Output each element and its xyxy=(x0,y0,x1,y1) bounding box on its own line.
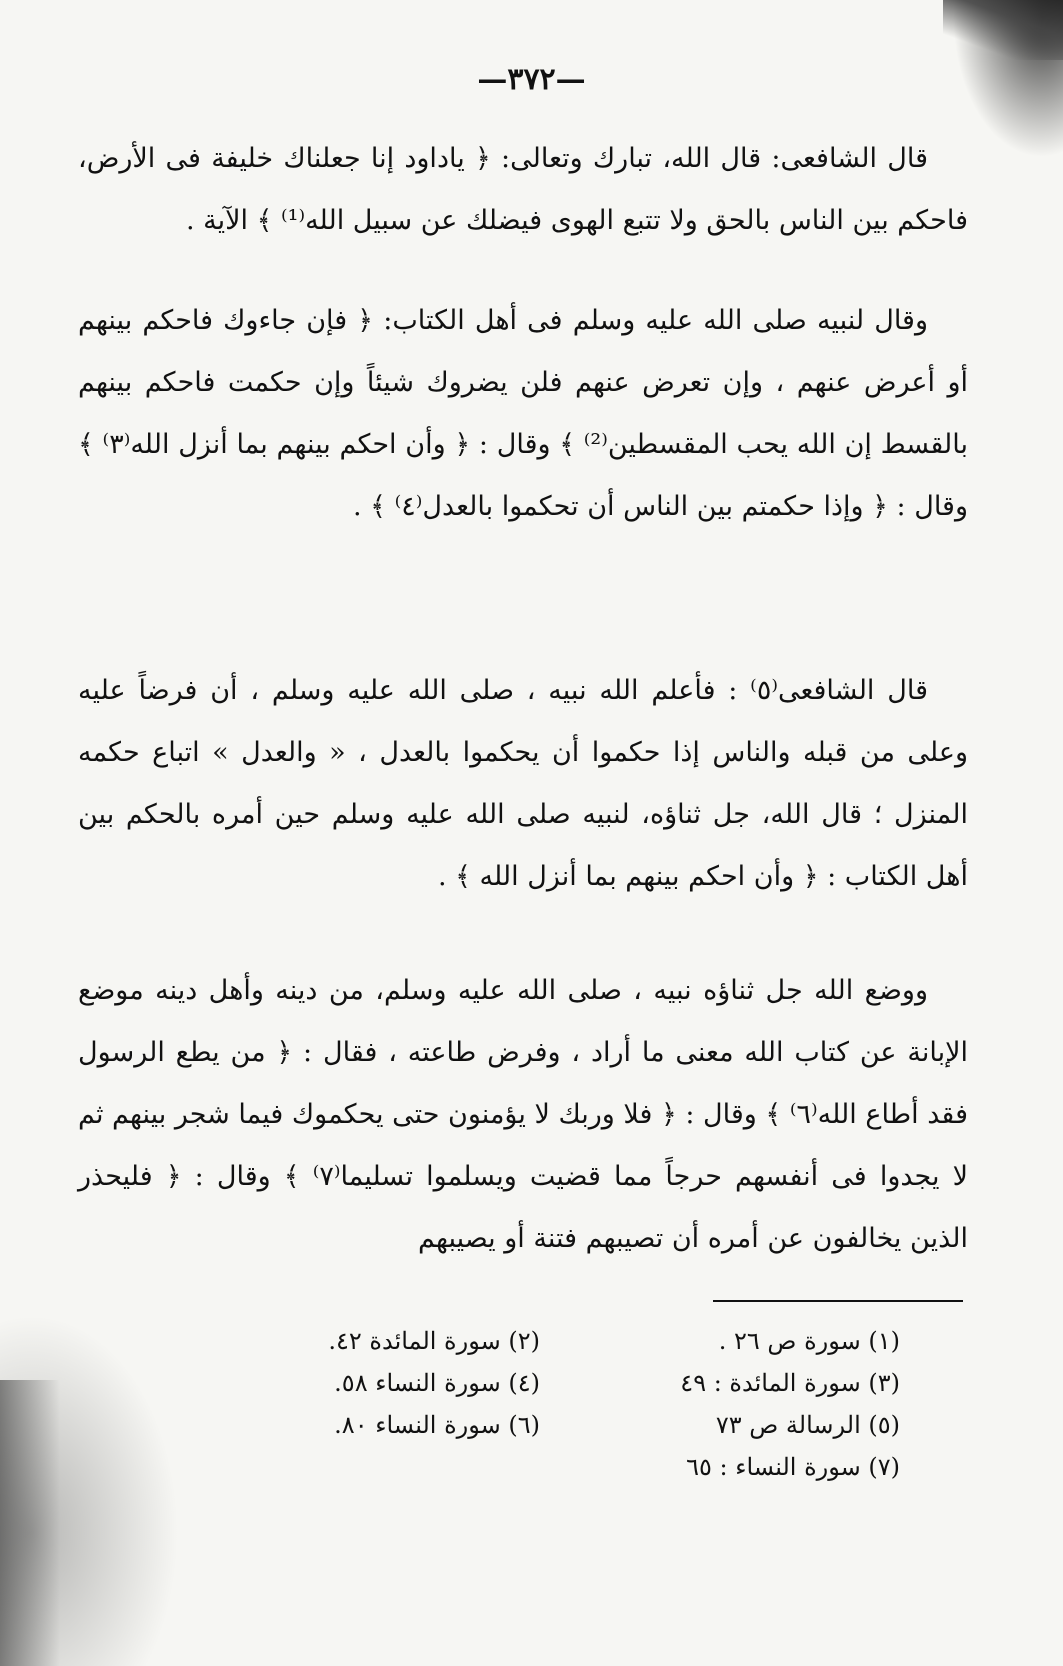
paragraph-1 xyxy=(78,128,968,252)
footnote: (٥) الرسالة ص ٧٣ xyxy=(715,1411,900,1439)
footnote: (٧) سورة النساء : ٦٥ xyxy=(686,1453,900,1481)
footnote-row xyxy=(180,1320,900,1362)
footnote: (٤) سورة النساء ٥٨. xyxy=(334,1369,540,1397)
footnote-divider xyxy=(713,1300,963,1302)
paragraph-text: قال الشافعى⁽٥⁾ : فأعلم الله نبيه ، صلى الله عليه وسلم ، أن فرضاً عليه وعلى من قبله والناس إذا حكموا أن يحكموا بالعدل ، « والعدل » اتباع حكمه المنزل ؛ قال الله، جل ثناؤه، لنبيه صلى الله عليه وسلم حين أمره بالحكم بين أهل الكتاب : ﴿ وأن احكم بينهم بما أنزل الله ﴾ . xyxy=(78,675,968,892)
footnotes xyxy=(180,1320,900,1488)
paragraph-text: ووضع الله جل ثناؤه نبيه ، صلى الله عليه وسلم، من دينه وأهل دينه موضع الإبانة عن كتاب الله معنى ما أراد ، وفرض طاعته ، فقال : ﴿ من يطع الرسول فقد أطاع الله⁽٦⁾ ﴾ وقال : ﴿ فلا وربك لا يؤمنون حتى يحكموك فيما شجر بينهم ثم لا يجدوا فى أنفسهم حرجاً مما قضيت ويسلموا تسليما⁽٧⁾ ﴾ وقال : ﴿ فليحذر الذين يخالفون عن أمره أن تصيبهم فتنة أو يصيبهم xyxy=(77,975,968,1254)
paragraph-3 xyxy=(78,660,968,908)
paragraph-text: وقال لنبيه صلى الله عليه وسلم فى أهل الكتاب: ﴿ فإن جاءوك فاحكم بينهم أو أعرض عنهم ، وإن تعرض عنهم فلن يضروك شيئاً وإن حكمت فاحكم بينهم بالقسط إن الله يحب المقسطين⁽²⁾ ﴾ وقال : ﴿ وأن احكم بينهم بما أنزل الله⁽٣⁾ ﴾ وقال : ﴿ وإذا حكمتم بين الناس أن تحكموا بالعدل⁽٤⁾ ﴾ . xyxy=(78,305,968,522)
footnote-row xyxy=(180,1404,900,1446)
corner-shadow xyxy=(943,0,1063,60)
footnote: (٢) سورة المائدة ٤٢. xyxy=(328,1327,540,1355)
footnote-row xyxy=(180,1446,900,1488)
footnote: (١) سورة ص ٢٦ . xyxy=(718,1327,900,1355)
paragraph-2 xyxy=(78,290,968,538)
footnote xyxy=(180,1446,540,1488)
edge-shadow xyxy=(0,1380,60,1666)
page-number: —٣٧٢— xyxy=(477,62,586,97)
footnote-row xyxy=(180,1362,900,1404)
paragraph-4 xyxy=(78,960,968,1270)
footnote: (٦) سورة النساء ٨٠. xyxy=(334,1411,540,1439)
paragraph-text: قال الشافعى: قال الله، تبارك وتعالى: ﴿ ياداود إنا جعلناك خليفة فى الأرض، فاحكم بين الناس بالحق ولا تتبع الهوى فيضلك عن سبيل الله⁽¹⁾ ﴾ الآية . xyxy=(78,143,968,236)
footnote: (٣) سورة المائدة : ٤٩ xyxy=(680,1369,900,1397)
